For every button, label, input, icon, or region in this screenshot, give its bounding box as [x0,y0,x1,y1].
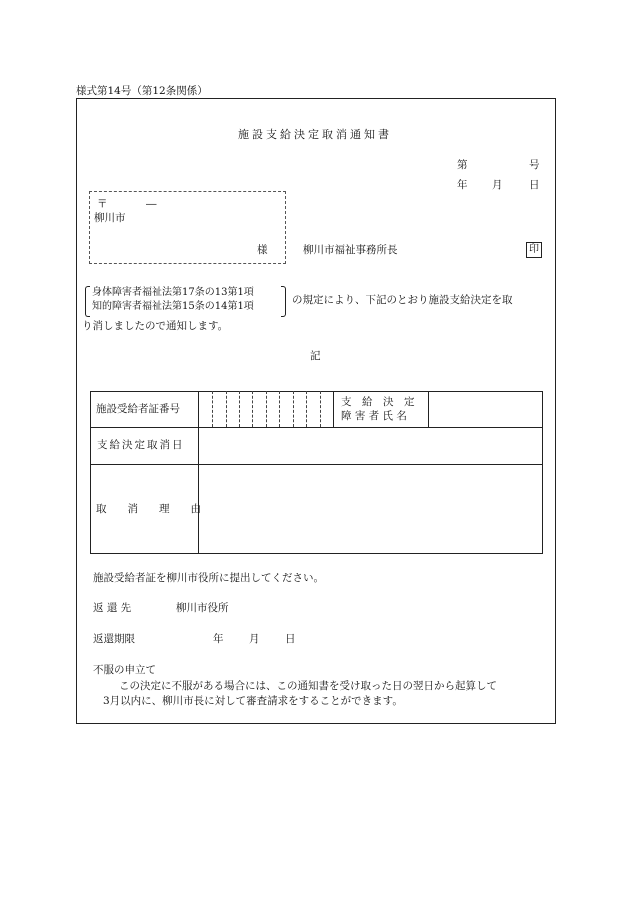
return-to-value: 柳川市役所 [176,602,229,614]
deadline-month: 月 [249,633,260,645]
appeal-text-line2: 3月以内に、柳川市長に対して審査請求をすることができます。 [103,695,403,707]
right-bracket [281,286,286,317]
date-day: 日 [529,179,540,191]
postal-mark: 〒 [97,198,108,210]
notice-body-line1: の規定により、下記のとおり施設支給決定を取 [292,294,513,306]
legal-basis-line2: 知的障害者福祉法第15条の14第1項 [92,301,254,312]
digit-divider [212,391,213,427]
table-col-divider [428,391,429,427]
details-table [90,391,543,554]
date-month: 月 [492,179,503,191]
deadline-label: 返還期限 [93,633,135,645]
table-row-divider [90,427,543,428]
cert-number-label: 施設受給者証番号 [96,403,180,415]
document-title: 施設支給決定取消通知書 [238,128,392,141]
form-number: 様式第14号（第12条関係） [76,85,208,97]
honorific: 様 [257,244,268,256]
digit-divider [239,391,240,427]
deadline-day: 日 [285,633,296,645]
recipient-label-line1: 支 給 決 定 [341,396,415,408]
seal-mark: 印 [526,242,542,258]
sender-name: 柳川市福祉事務所長 [303,244,398,256]
deadline-year: 年 [213,633,224,645]
reason-label: 取 消 理 由 [96,503,201,515]
doc-number-suffix: 号 [529,159,540,171]
digit-divider [306,391,307,427]
date-year: 年 [457,179,468,191]
address-city: 柳川市 [94,212,126,224]
table-col-divider [198,391,199,554]
appeal-text-line1: この決定に不服がある場合には、この通知書を受け取った日の翌日から起算して [119,680,497,692]
submit-note: 施設受給者証を柳川市役所に提出してください。 [93,572,324,584]
digit-divider [226,391,227,427]
appeal-heading: 不服の申立て [93,664,156,676]
ki-heading: 記 [310,350,321,362]
digit-divider [320,391,321,427]
doc-number-prefix: 第 [457,159,468,171]
table-row-divider [90,464,543,465]
postal-dash: ― [146,198,157,210]
digit-divider [279,391,280,427]
digit-divider [266,391,267,427]
legal-basis-line1: 身体障害者福祉法第17条の13第1項 [92,287,254,298]
digit-divider [252,391,253,427]
return-to-label: 返 還 先 [93,602,132,614]
notice-body-line2: り消しましたので通知します。 [82,320,229,332]
left-bracket [85,286,90,317]
digit-divider [293,391,294,427]
table-col-divider [333,391,334,427]
recipient-label-line2: 障 害 者 氏 名 [341,410,407,422]
cancel-date-label: 支給決定取消日 [97,439,185,451]
